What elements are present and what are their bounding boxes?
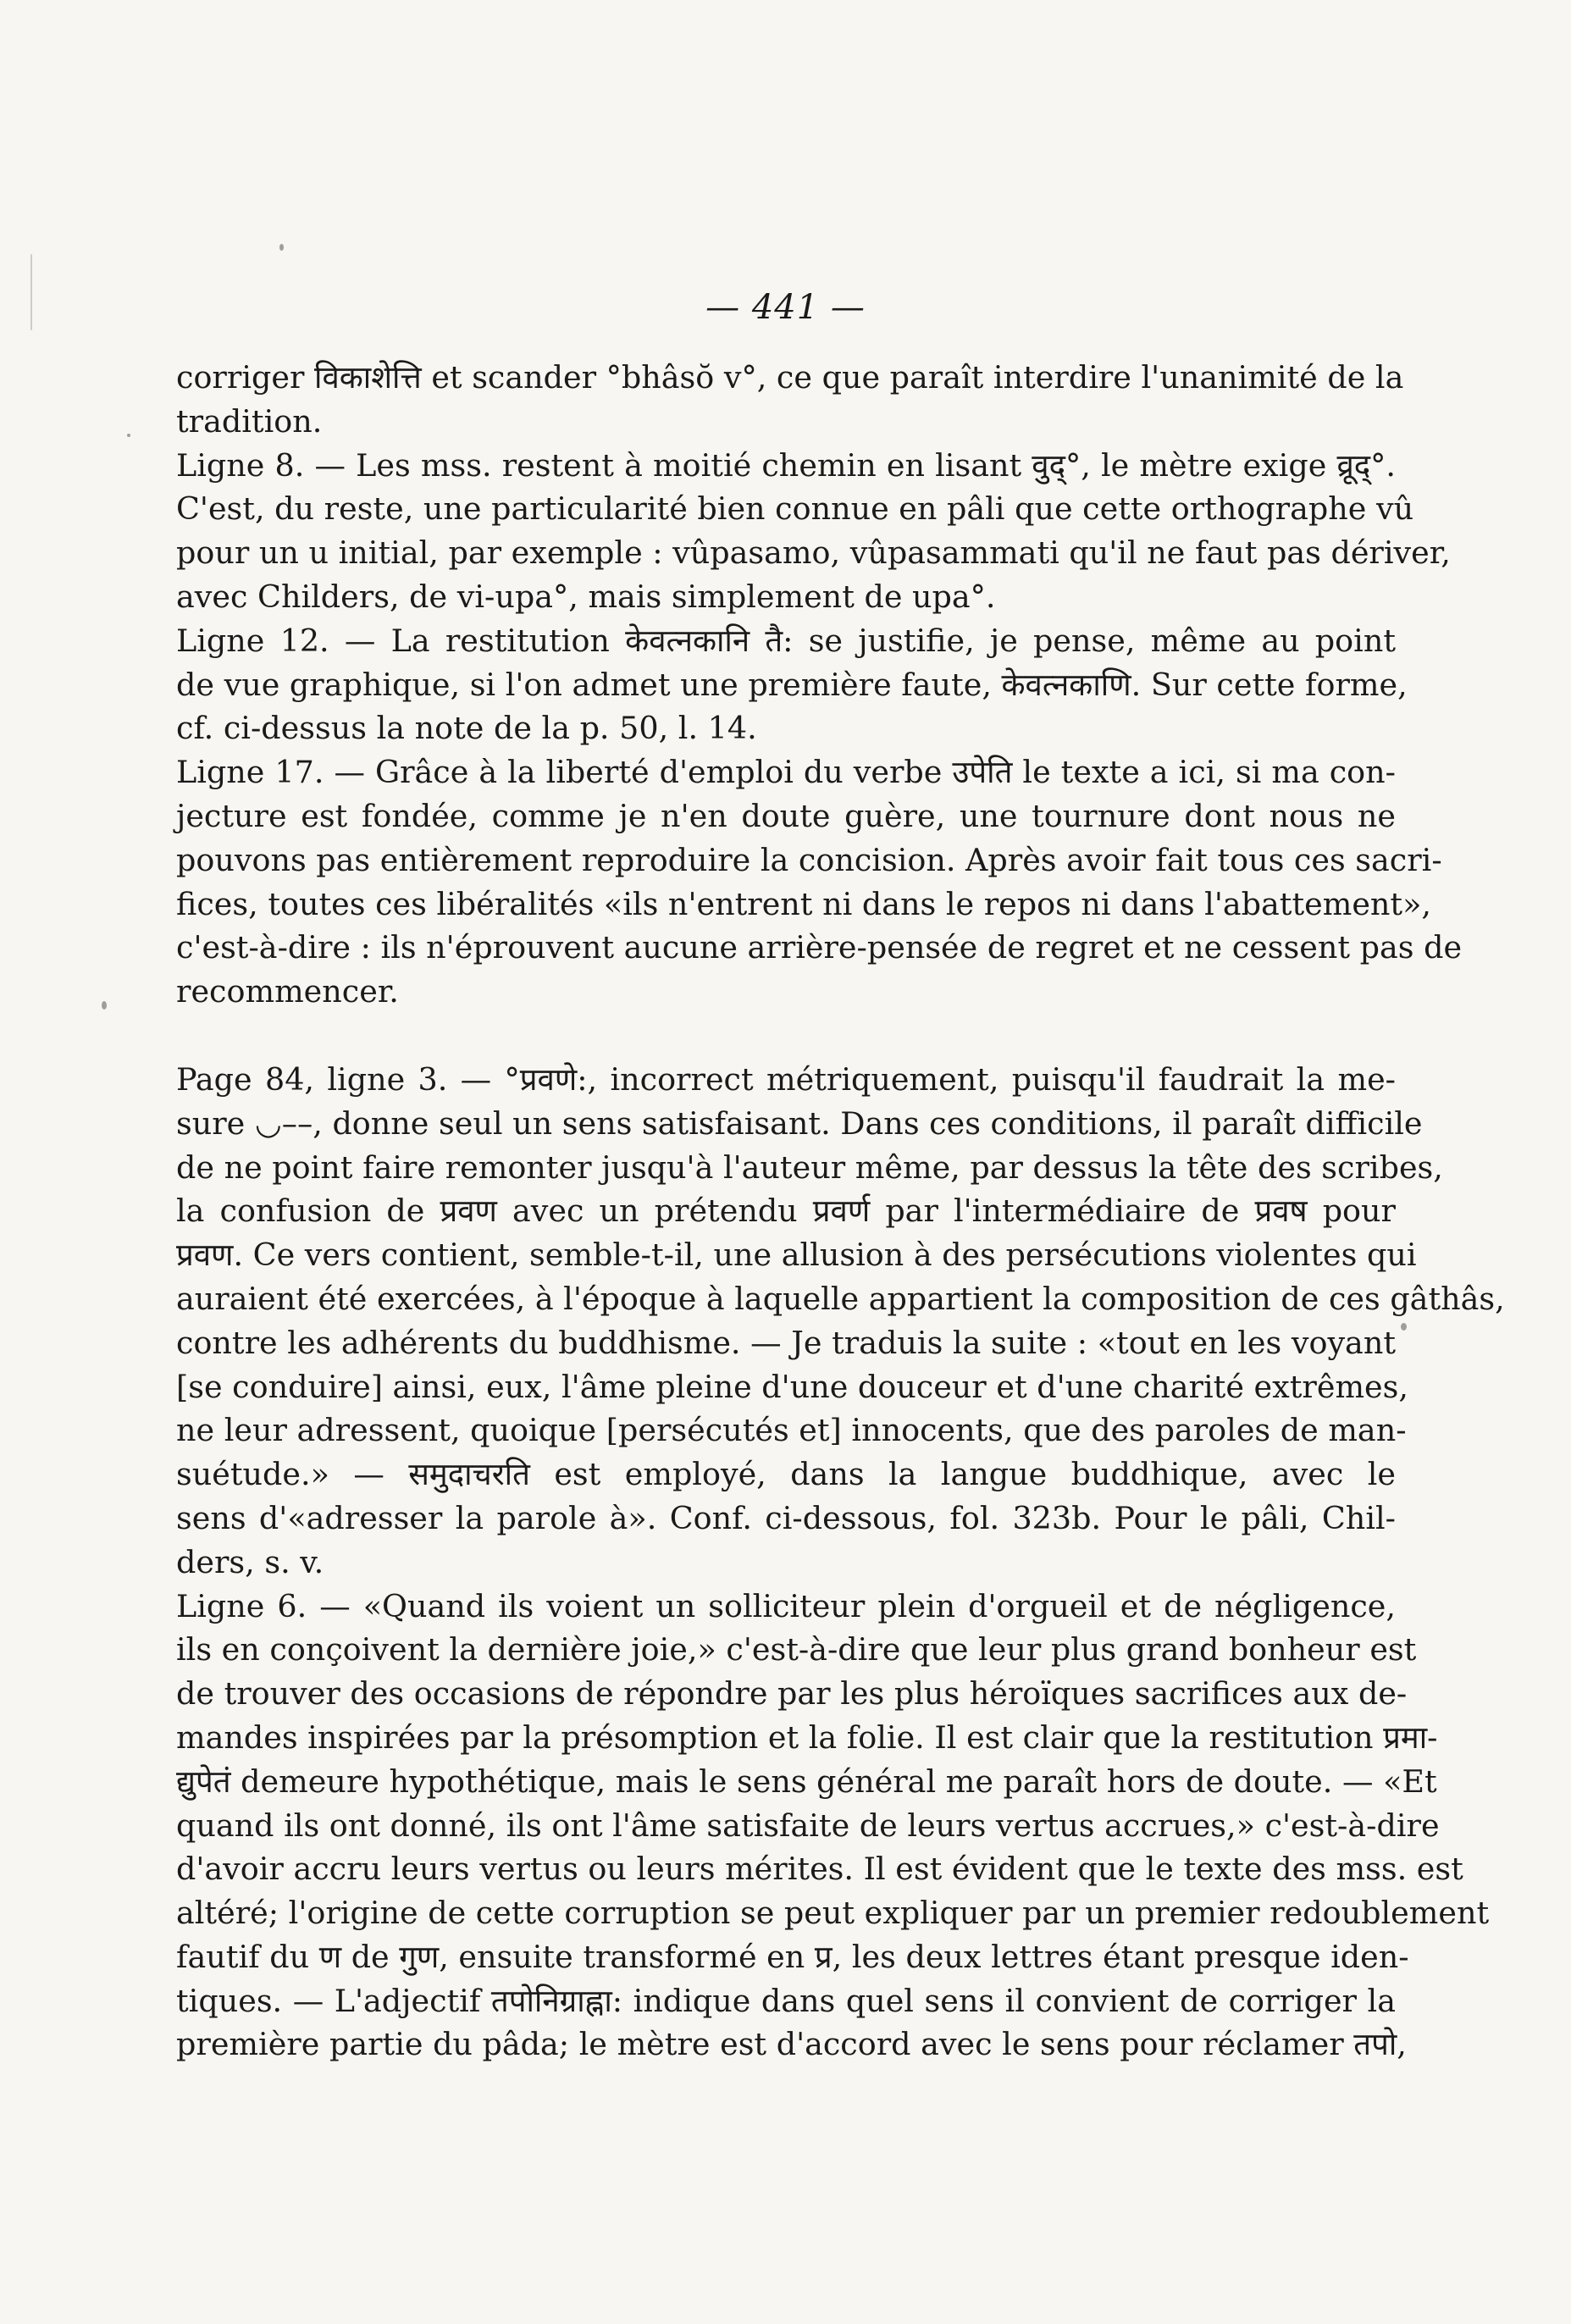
text-line: altéré; l'origine de cette corruption se peut expliquer par un premier redoublement <box>176 1895 1490 1932</box>
text-line: c'est-à-dire : ils n'éprouvent aucune arrière-pensée de regret et ne cessent pas de <box>176 929 1463 966</box>
text-line: pouvons pas entièrement reproduire la concision. Après avoir fait tous ces sacri- <box>176 841 1442 878</box>
text-line: [se conduire] ainsi, eux, l'âme pleine d'une douceur et d'une charité extrêmes, <box>176 1368 1408 1405</box>
text-line: corriger विकाशेत्ति et scander °bhâsŏ v°, ce que paraît interdire l'unanimité de la <box>176 359 1404 396</box>
text-line: प्रवण. Ce vers contient, semble-t-il, une allusion à des persécutions violentes qui <box>176 1237 1417 1274</box>
text-line: sens d'«adresser la parole à». Conf. ci-dessous, fol. 323b. Pour le pâli, Chil- <box>176 1499 1396 1536</box>
text-line: ne leur adressent, quoique [persécutés et] innocents, que des paroles de man- <box>176 1412 1407 1449</box>
scan-speck <box>279 244 284 251</box>
text-line: d'avoir accru leurs vertus ou leurs mérites. Il est évident que le texte des mss. est <box>176 1851 1463 1888</box>
text-line: suétude.» — समुदाचरति est employé, dans la langue buddhique, avec le <box>176 1456 1396 1493</box>
text-line: ders, s. v. <box>176 1543 324 1580</box>
text-line: C'est, du reste, une particularité bien connue en pâli que cette orthographe vû <box>176 490 1414 528</box>
text-line: cf. ci-dessus la note de la p. 50, l. 14. <box>176 710 757 747</box>
body-text <box>176 356 1505 2067</box>
text-line: द्युपेतं demeure hypothétique, mais le sens général me paraît hors de doute. — «Et <box>176 1762 1437 1800</box>
text-line: quand ils ont donné, ils ont l'âme satisfaite de leurs vertus accrues,» c'est-à-dire <box>176 1807 1440 1844</box>
paragraph <box>176 1058 1505 1585</box>
scan-speck <box>102 1001 107 1010</box>
text-line: jecture est fondée, comme je n'en doute guère, une tournure dont nous ne <box>176 797 1396 834</box>
text-line: Ligne 6. — «Quand ils voient un solliciteur plein d'orgueil et de négligence, <box>176 1587 1396 1624</box>
text-line: Page 84, ligne 3. — °प्रवणे:, incorrect métriquement, puisqu'il faudrait la me- <box>176 1060 1396 1098</box>
text-line: Ligne 12. — La restitution केवत्नकानि तै: se justifie, je pense, même au point <box>176 622 1396 659</box>
text-line: première partie du pâda; le mètre est d'accord avec le sens pour réclamer तपो, <box>176 2026 1407 2063</box>
text-line: recommencer. <box>176 973 399 1010</box>
text-line: pour un u initial, par exemple : vûpasamo, vûpasammati qu'il ne faut pas dériver, <box>176 534 1451 572</box>
text-line: fices, toutes ces libéralités «ils n'entrent ni dans le repos ni dans l'abattement», <box>176 885 1432 922</box>
text-line: auraient été exercées, à l'époque à laquelle appartient la composition de ces gâthâs, <box>176 1280 1505 1317</box>
text-line: sure ◡––, donne seul un sens satisfaisant. Dans ces conditions, il paraît difficile <box>176 1104 1423 1142</box>
text-line: tradition. <box>176 402 323 440</box>
text-line: avec Childers, de vi-upa°, mais simplement de upa°. <box>176 578 996 615</box>
text-line: Ligne 17. — Grâce à la liberté d'emploi du verbe उपेति le texte a ici, si ma con- <box>176 754 1396 791</box>
scan-speck <box>30 254 32 330</box>
text-line: de trouver des occasions de répondre par les plus héroïques sacrifices aux de- <box>176 1675 1408 1713</box>
text-line: contre les adhérents du buddhisme. — Je traduis la suite : «tout en les voyant <box>176 1324 1396 1361</box>
text-line: fautif du ण de गुण, ensuite transformé en प्र, les deux lettres étant presque iden- <box>176 1938 1409 1975</box>
section-gap <box>176 1014 1396 1058</box>
text-line: tiques. — L'adjectif तपोनिग्राह्ना: indique dans quel sens il convient de corriger la <box>176 1982 1396 2019</box>
scan-speck <box>1401 1323 1407 1331</box>
page-number: — 441 — <box>705 288 866 327</box>
text-line: la confusion de प्रवण avec un prétendu प्रवर्ण par l'intermédiaire de प्रवष pour <box>176 1192 1396 1230</box>
paragraph <box>176 750 1463 1014</box>
paragraph <box>176 619 1408 750</box>
text-line: mandes inspirées par la présomption et la folie. Il est clair que la restitution प्रमा- <box>176 1718 1438 1756</box>
paragraph <box>176 444 1451 619</box>
paragraph <box>176 356 1404 444</box>
paragraph <box>176 1585 1490 2067</box>
text-line: ils en conçoivent la dernière joie,» c'est-à-dire que leur plus grand bonheur est <box>176 1631 1417 1668</box>
text-line: de ne point faire remonter jusqu'à l'auteur même, par dessus la tête des scribes, <box>176 1148 1443 1186</box>
text-line: Ligne 8. — Les mss. restent à moitié chemin en lisant वुद्°, le mètre exige व्रूद्°. <box>176 446 1396 484</box>
scan-speck <box>127 434 130 437</box>
text-line: de vue graphique, si l'on admet une première faute, केवत्नकाणि. Sur cette forme, <box>176 666 1408 703</box>
